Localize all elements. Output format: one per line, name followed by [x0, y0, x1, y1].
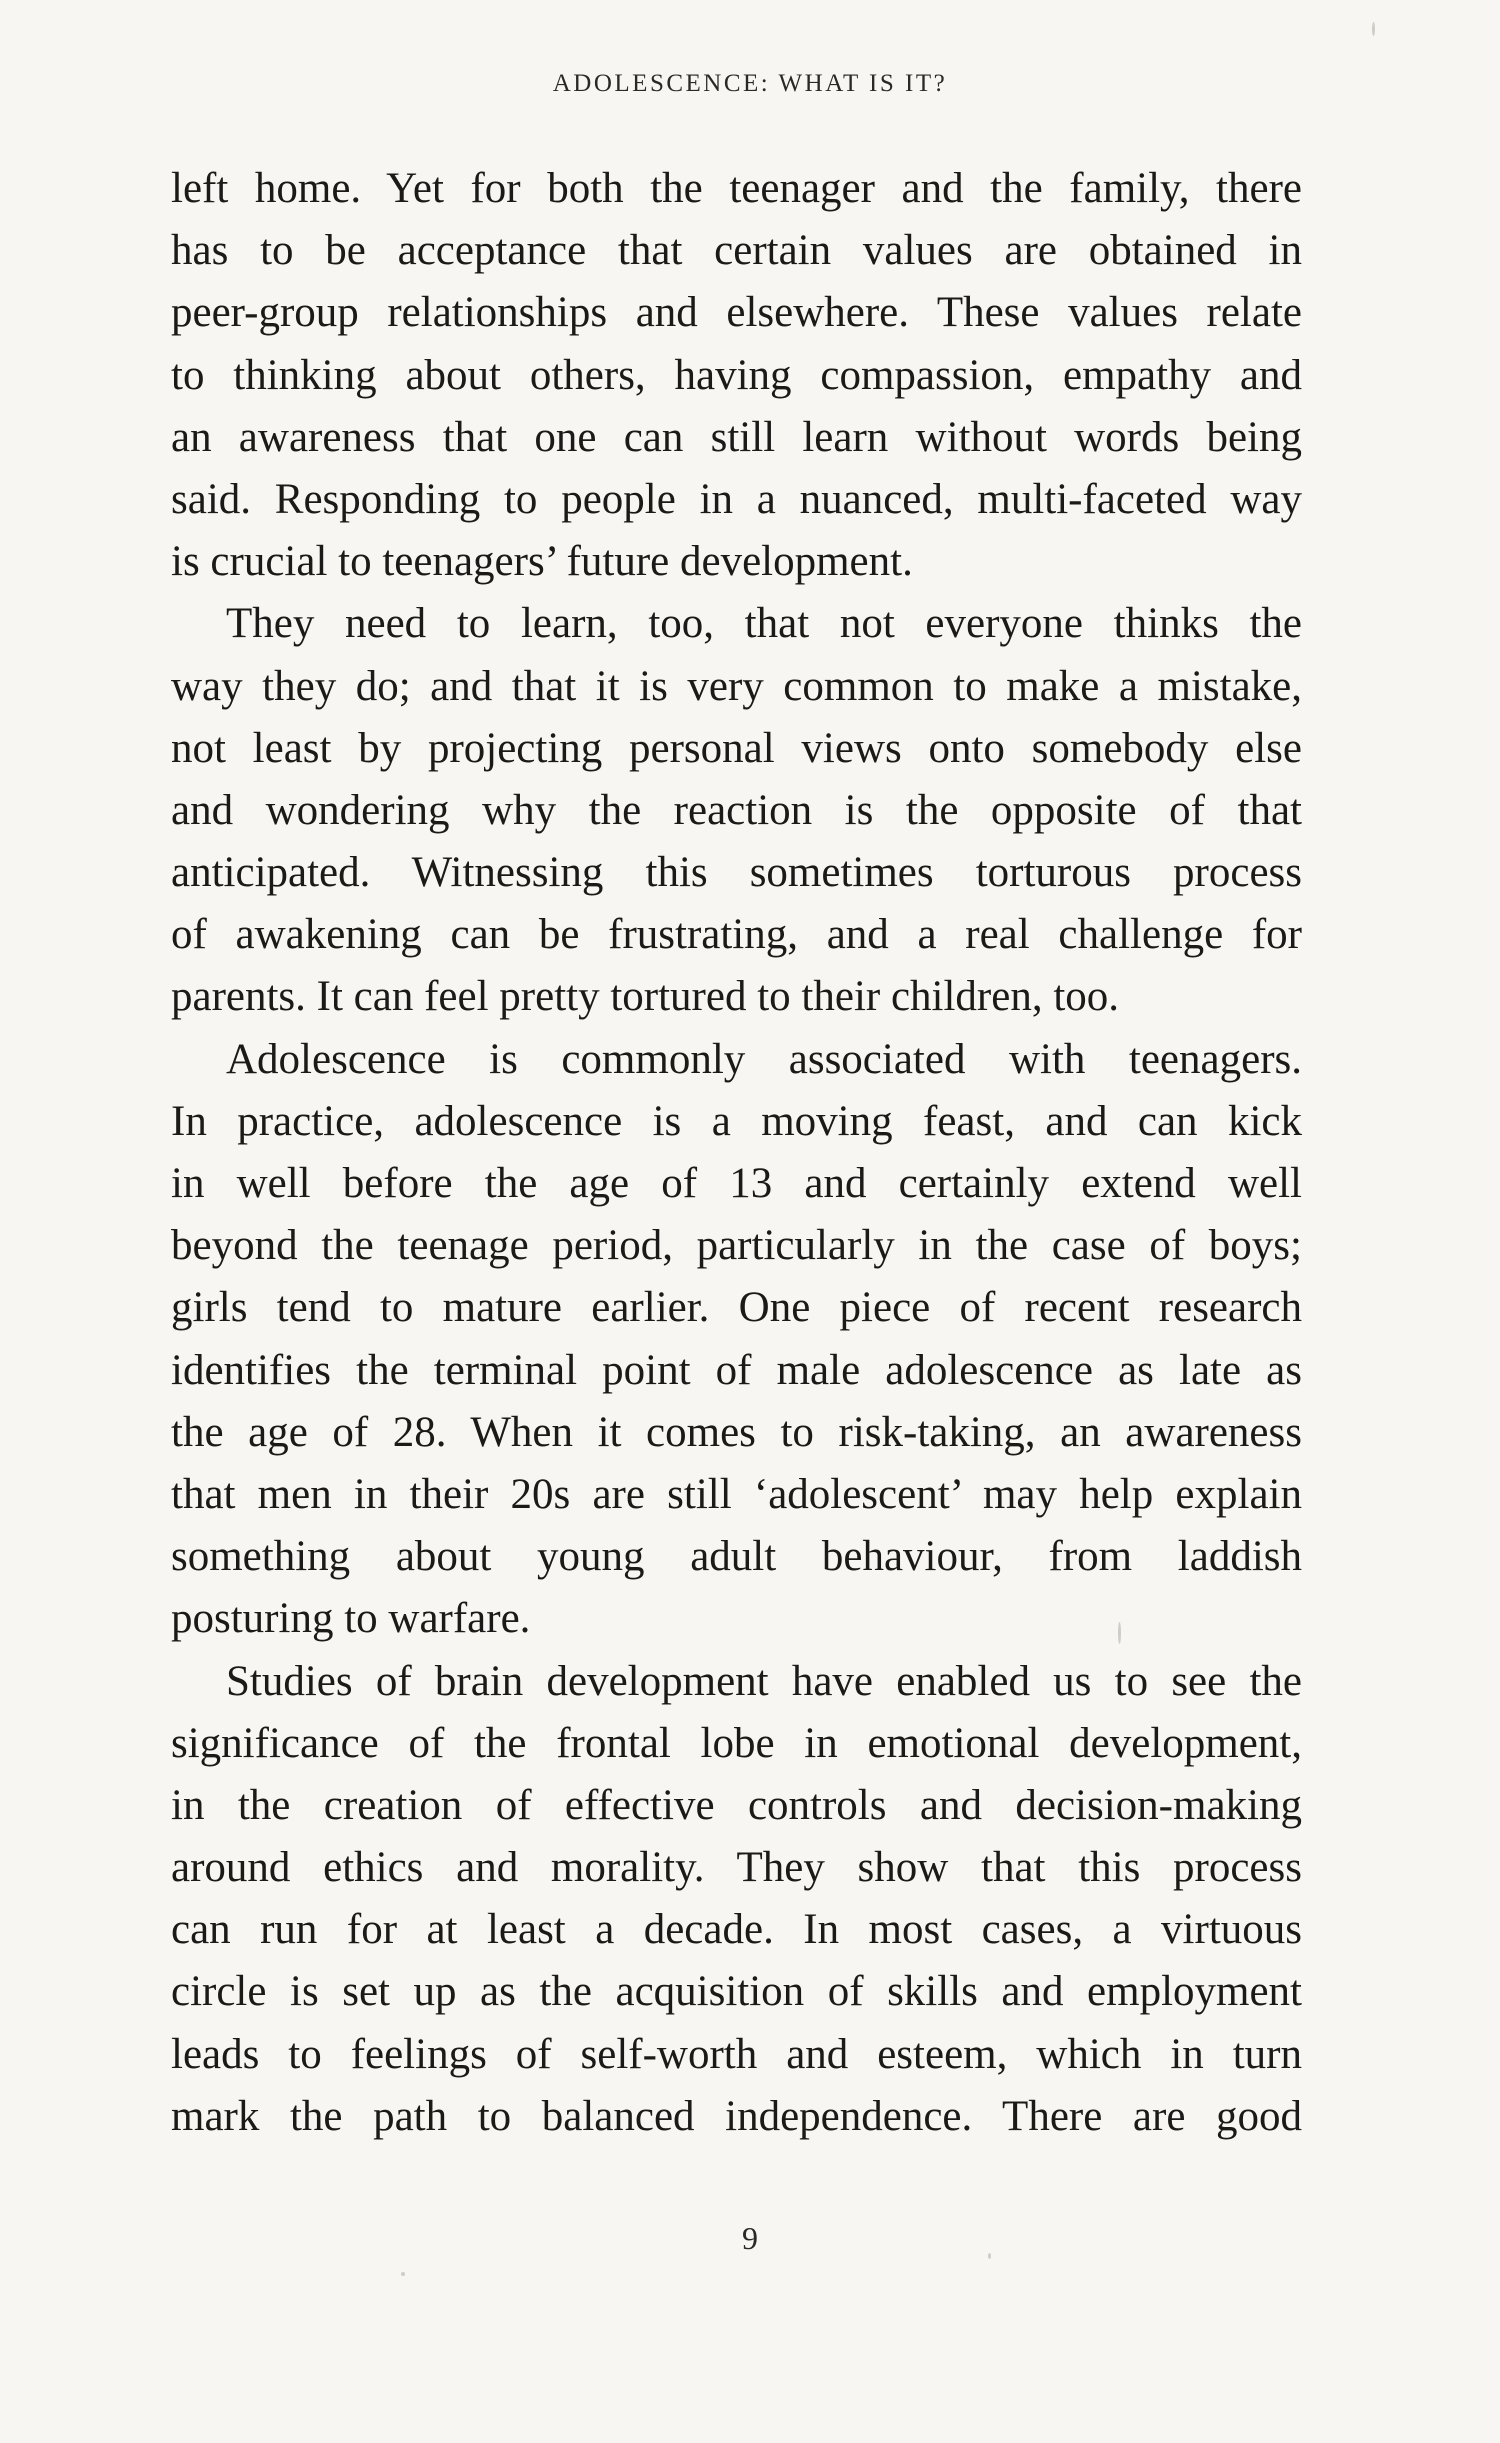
text-line: to thinking about others, having compassion, empathy and [171, 351, 1302, 399]
text-line: significance of the frontal lobe in emotional development, [171, 1719, 1302, 1767]
scan-speck [988, 2253, 991, 2259]
text-line: anticipated. Witnessing this sometimes torturous process [171, 849, 1302, 897]
scan-speck [1118, 1622, 1121, 1644]
text-line: of awakening can be frustrating, and a real challenge for [171, 911, 1302, 959]
text-line: the age of 28. When it comes to risk-taking, an awareness [171, 1408, 1302, 1456]
running-head: ADOLESCENCE: WHAT IS IT? [552, 70, 948, 97]
text-line: way they do; and that it is very common to make a mistake, [171, 662, 1302, 710]
text-line: parents. It can feel pretty tortured to their children, too. [171, 973, 1120, 1021]
paragraph-first-line: They need to learn, too, that not everyone thinks the [226, 600, 1302, 648]
text-line: not least by projecting personal views onto somebody else [171, 724, 1302, 772]
text-line: posturing to warfare. [171, 1595, 531, 1643]
text-line: in well before the age of 13 and certainly extend well [171, 1160, 1302, 1207]
text-line: said. Responding to people in a nuanced, multi-faceted way [171, 475, 1302, 523]
text-line: in the creation of effective controls and decision-making [171, 1781, 1302, 1829]
text-line: an awareness that one can still learn without words being [171, 413, 1302, 461]
text-line: that men in their 20s are still ‘adolescent’ may help explain [171, 1470, 1302, 1518]
paragraph-first-line: Adolescence is commonly associated with teenagers. [226, 1035, 1302, 1083]
text-line: has to be acceptance that certain values are obtained in [171, 227, 1302, 275]
text-line: identifies the terminal point of male adolescence as late as [171, 1346, 1302, 1394]
text-line: something about young adult behaviour, from laddish [171, 1533, 1302, 1581]
text-line: leads to feelings of self-worth and esteem, which in turn [171, 2030, 1302, 2078]
text-line: In practice, adolescence is a moving feast, and can kick [171, 1097, 1302, 1145]
scan-speck [401, 2272, 405, 2276]
page-number: 9 [742, 2220, 758, 2256]
text-line: and wondering why the reaction is the opposite of that [171, 786, 1302, 834]
paragraph-first-line: Studies of brain development have enabled us to see the [226, 1657, 1302, 1705]
body-text [171, 158, 1302, 2148]
text-line: girls tend to mature earlier. One piece of recent research [171, 1284, 1302, 1332]
text-line: is crucial to teenagers’ future development. [171, 538, 913, 586]
text-line: peer-group relationships and elsewhere. These values relate [171, 289, 1302, 337]
text-line: circle is set up as the acquisition of skills and employment [171, 1968, 1302, 2016]
text-line: around ethics and morality. They show that this process [171, 1844, 1302, 1892]
text-line: left home. Yet for both the teenager and the family, there [171, 165, 1302, 212]
text-line: beyond the teenage period, particularly in the case of boys; [171, 1222, 1302, 1270]
scan-speck [1372, 22, 1375, 36]
text-line: mark the path to balanced independence. There are good [171, 2092, 1302, 2140]
text-line: can run for at least a decade. In most cases, a virtuous [171, 1906, 1302, 1954]
